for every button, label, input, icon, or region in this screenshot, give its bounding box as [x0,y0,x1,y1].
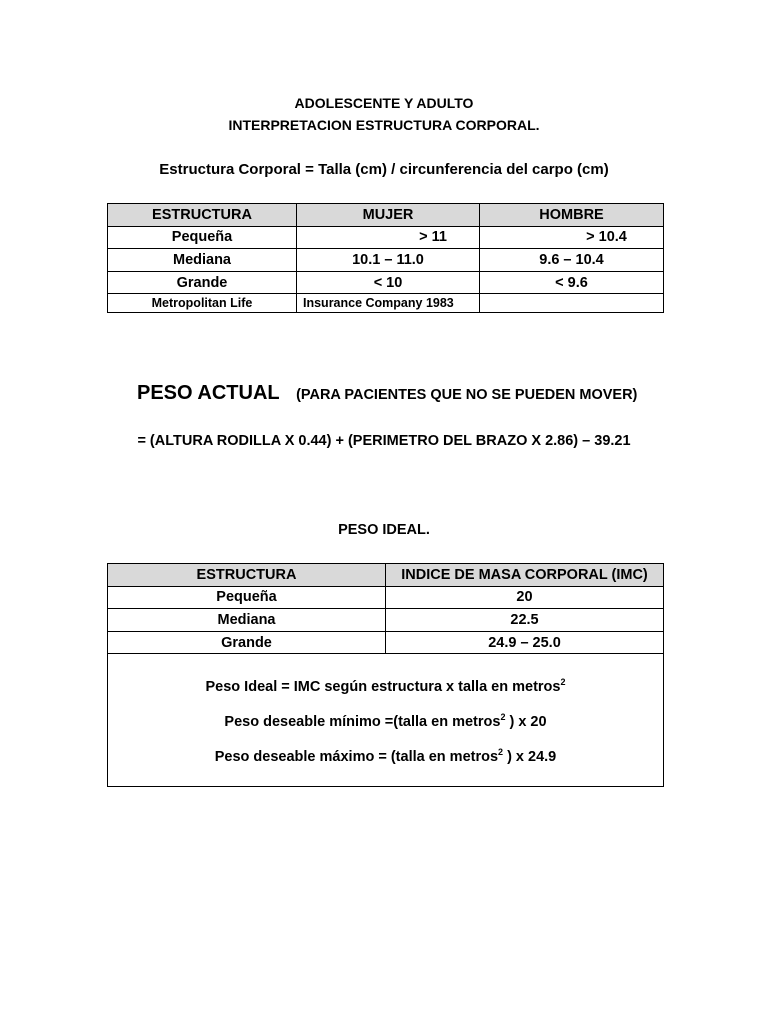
column-header-estructura: ESTRUCTURA [108,564,386,587]
column-header-hombre: HOMBRE [480,204,664,227]
peso-actual-heading [137,382,637,405]
table-row [108,226,664,249]
note-peso-maximo-sup: 2 [498,747,504,758]
note-peso-maximo-text: Peso deseable máximo = (talla en metros [214,749,499,766]
imc-table [107,563,664,787]
table-header-row [108,204,664,227]
cell-estructura: Mediana [108,249,297,272]
table-row [108,249,664,272]
peso-actual-formula: = (ALTURA RODILLA X 0.44) + (PERIMETRO DEL BRAZO X 2.86) – 39.21 [137,433,631,449]
peso-ideal-title: PESO IDEAL. [338,522,430,538]
source-left: Metropolitan Life [108,294,297,313]
header-line-1: ADOLESCENTE Y ADULTO [294,95,474,111]
structure-table [107,203,664,313]
table-row [108,586,664,609]
cell-estructura: Pequeña [108,226,297,249]
table-row [108,271,664,294]
cell-hombre: < 9.6 [480,271,664,294]
column-header-mujer: MUJER [297,204,480,227]
note-peso-minimo-sup: 2 [500,712,506,723]
cell-estructura: Grande [108,271,297,294]
header-line-2: INTERPRETACION ESTRUCTURA CORPORAL. [228,117,540,133]
peso-actual-title: PESO ACTUAL [137,382,280,404]
cell-imc: 20 [386,586,664,609]
formula-notes [108,654,664,787]
note-peso-minimo-text: Peso deseable mínimo =(talla en metros [224,714,501,731]
cell-mujer: 10.1 – 11.0 [297,249,480,272]
cell-imc: 22.5 [386,609,664,632]
source-empty [480,294,664,313]
table-row [108,631,664,654]
cell-estructura: Pequeña [108,586,386,609]
note-peso-minimo-end: ) x 20 [505,714,547,731]
table-header-row [108,564,664,587]
cell-hombre: 9.6 – 10.4 [480,249,664,272]
cell-estructura: Grande [108,631,386,654]
column-header-estructura: ESTRUCTURA [108,204,297,227]
cell-mujer: > 11 [297,226,480,249]
note-peso-ideal-text: Peso Ideal = IMC según estructura x talla en metros [205,679,561,696]
cell-estructura: Mediana [108,609,386,632]
table-source-row [108,294,664,313]
cell-mujer: < 10 [297,271,480,294]
note-peso-maximo [108,749,663,765]
table-row [108,609,664,632]
note-peso-ideal [108,679,663,695]
note-peso-minimo [108,714,663,730]
notes-row [108,654,664,787]
source-right: Insurance Company 1983 [297,294,480,313]
cell-imc: 24.9 – 25.0 [386,631,664,654]
note-peso-ideal-sup: 2 [560,677,566,688]
column-header-imc: INDICE DE MASA CORPORAL (IMC) [386,564,664,587]
structure-formula: Estructura Corporal = Talla (cm) / circunferencia del carpo (cm) [159,161,609,178]
peso-actual-subtitle: (PARA PACIENTES QUE NO SE PUEDEN MOVER) [296,387,638,403]
cell-hombre: > 10.4 [480,226,664,249]
note-peso-maximo-end: ) x 24.9 [503,749,557,766]
